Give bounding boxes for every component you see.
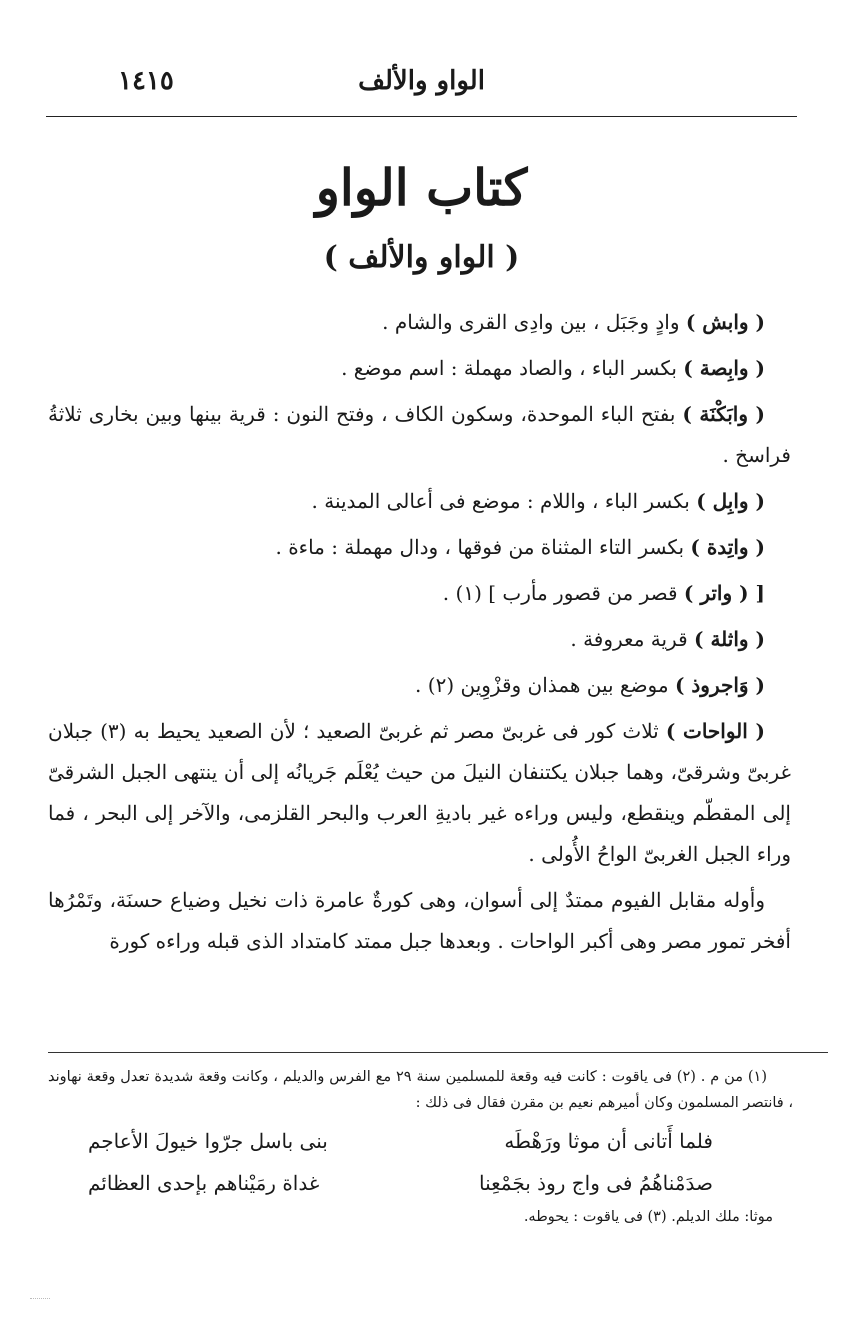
header-rule xyxy=(46,116,797,117)
entry-headword: ( وابِل ) xyxy=(696,489,765,513)
running-head-title: الواو والألف xyxy=(358,66,485,96)
footnote-text: موثا: ملك الديلم. (٣) فى ياقوت : يحوطه. xyxy=(523,1209,773,1225)
entry xyxy=(48,481,791,522)
footnotes xyxy=(48,1064,793,1230)
entry-headword: ( وَاجروذ ) xyxy=(674,673,765,697)
entry xyxy=(48,348,791,389)
verse-line xyxy=(88,1162,713,1204)
entry-text: بفتح الباء الموحدة، وسكون الكاف ، وفتح النون : قرية بينها وبين بخارى ثلاثةُ فراسخ . xyxy=(48,402,791,467)
entry xyxy=(48,527,791,568)
section-title: ( الواو والألف ) xyxy=(323,240,520,275)
verse-block xyxy=(88,1120,713,1204)
verse-hemistich: فلما أَتانى أن موثا ورَهْطَه xyxy=(504,1129,713,1153)
entry-headword: ( وابَكْنَة ) xyxy=(682,402,765,426)
entry xyxy=(48,302,791,343)
entry xyxy=(48,711,791,875)
entry-text: وادٍ وجَبَل ، بين وادِى القرى والشام . xyxy=(382,310,686,334)
entry-continuation xyxy=(48,880,791,962)
entry-list xyxy=(48,302,791,967)
entry-text: قرية معروفة . xyxy=(570,627,695,651)
entry-headword: ( وابِصة ) xyxy=(683,356,765,380)
entry-text: بكسر الباء ، واللام : موضع فى أعالى المدينة . xyxy=(311,489,697,513)
entry-text: موضع بين همذان وقزْوِين (٢) . xyxy=(415,673,675,697)
verse-hemistich: بنى باسل جرّوا خيولَ الأعاجم xyxy=(88,1129,328,1153)
entry-headword: ( الواحات ) xyxy=(665,719,765,743)
footnote-text: (١) من م . (٢) فى ياقوت : كانت فيه وقعة للمسلمين سنة ٢٩ مع الفرس والديلم ، وكانت وقعة شديدة تعدل وقعة نهاوند ، فانتصر المسلمون وكان أميرهم نعيم بن مقرن فقال فى ذلك : xyxy=(48,1069,793,1111)
book-title: كتاب الواو xyxy=(315,158,528,217)
scan-specks xyxy=(30,1298,50,1303)
entry-text: وأوله مقابل الفيوم ممتدٌ إلى أسوان، وهى كورةٌ عامرة ذات نخيل وضياع حسنَة، وتَمْرُها أفخر تمور مصر وهى أكبر الواحات . وبعدها جبل ممتد كامتداد الذى قبله وراءه كورة xyxy=(48,888,791,953)
verse-hemistich: غداة رمَيْناهم بإحدى العظائم xyxy=(88,1171,320,1195)
entry-text: قصر من قصور مأرب ] (١) . xyxy=(442,581,684,605)
entry-headword: ( وابش ) xyxy=(685,310,765,334)
entry xyxy=(48,573,791,614)
running-head xyxy=(48,66,795,106)
entry xyxy=(48,619,791,660)
entry-headword: ( واتِدة ) xyxy=(690,535,765,559)
verse-line xyxy=(88,1120,713,1162)
entry-headword: [ ( واتر ) xyxy=(683,581,765,605)
entry xyxy=(48,665,791,706)
footnote-rule xyxy=(48,1052,828,1053)
entry-text: ثلاث كور فى غربىّ مصر ثم غربىّ الصعيد ؛ لأن الصعيد يحيط به (٣) جبلان غربىّ وشرقىّ، وهما جبلان يكتنفان النيلَ من حيث يُعْلَم جَريانُه إلى أن ينتهى الجبل الشرقىّ إلى المقطّم وينقطع، وليس وراءه غير باديةِ العرب والبحر القلزمى، والآخر إلى البحر ، فما وراء الجبل الغربىّ الواحُ الأُولى . xyxy=(48,719,791,866)
entry-text: بكسر التاء المثناة من فوقها ، ودال مهملة : ماءة . xyxy=(275,535,691,559)
verse-hemistich: صدَمْناهُمُ فى واج روذ بجَمْعِنا xyxy=(478,1171,713,1195)
entry xyxy=(48,394,791,476)
page-number: ١٤١٥ xyxy=(118,66,174,96)
entry-text: بكسر الباء ، والصاد مهملة : اسم موضع . xyxy=(341,356,684,380)
entry-headword: ( واثلة ) xyxy=(694,627,765,651)
